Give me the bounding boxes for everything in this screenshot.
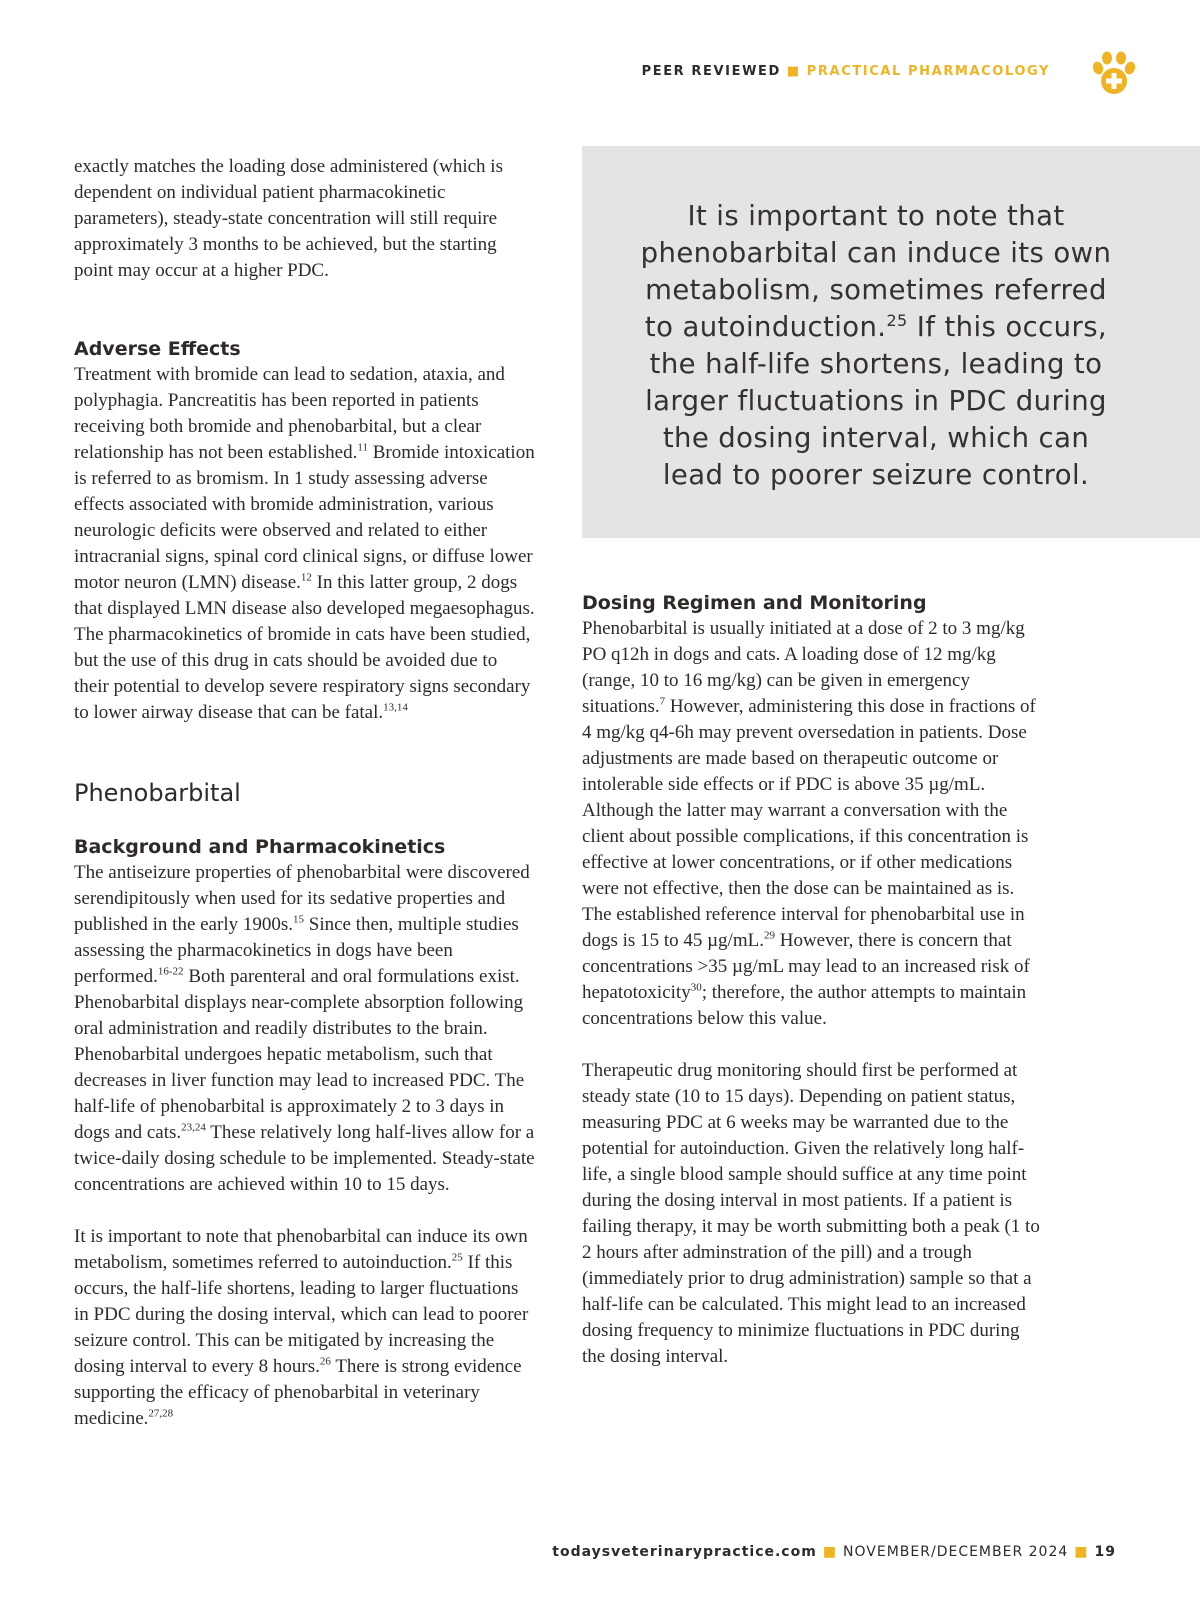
citation: 30	[690, 981, 702, 994]
citation: 7	[659, 695, 666, 708]
running-header	[642, 64, 1050, 79]
adverse-effects-heading: Adverse Effects	[74, 338, 241, 360]
citation: 25	[886, 310, 908, 330]
header-category: PRACTICAL PHARMACOLOGY	[806, 64, 1050, 79]
footer-separator: ■	[822, 1544, 838, 1560]
footer-separator: ■	[1074, 1544, 1089, 1560]
citation: 23,24	[181, 1121, 206, 1134]
adverse-effects-paragraph: Treatment with bromide can lead to sedation, ataxia, and polyphagia. Pancreatitis has been reported in patients receiving both bromide and phenobarbital, but a clear relationship has not been established.$^{11}$ Bromide intoxication is referred to as bromism. In 1 study assessing adverse effects associated with bromide administration, various neurologic deficits were observed and related to either intracranial signs, spinal cord clinical signs, or diffuse lower motor neuron (LMN) disease.$^{12}$ In this latter group, 2 dogs that displayed LMN disease also developed megaesophagus. The pharmacokinetics of bromide in cats have been studied, but the use of this drug in cats should be avoided due to their potential to develop severe respiratory signs secondary to lower airway disease that can be fatal.$^{13,14}$	[74, 364, 535, 723]
left-column	[74, 154, 536, 1432]
dosing-paragraph: Phenobarbital is usually initiated at a dose of 2 to 3 mg/kg PO q12h in dogs and cats. A loading dose of 12 mg/kg (range, 10 to 16 mg/kg) can be given in emergency situations.$^7$ However, administering this dose in fractions of 4 mg/kg q4-6h may prevent oversedation in patients. Dose adjustments are made based on therapeutic outcome or intolerable side effects or if PDC is above 35 µg/mL. Although the latter may warrant a conversation with the client about possible complications, if this concentration is effective at lower concentrations, or if other medications were not effective, then the dose can be maintained as is. The established reference interval for phenobarbital use in dogs is 15 to 45 µg/mL.$^{29}$ However, there is concern that concentrations >35 µg/mL may lead to an increased risk of hepatotoxicity$^{30}$; therefore, the author attempts to maintain concentrations below this value.	[582, 618, 1036, 1029]
right-column	[582, 590, 1042, 1370]
citation: 13,14	[383, 701, 408, 714]
citation: 26	[319, 1355, 331, 1368]
autoinduction-paragraph: It is important to note that phenobarbital can induce its own metabolism, sometimes referred to autoinduction.$^{25}$ If this occurs, the half-life shortens, leading to larger fluctuations in PDC during the dosing interval, which can lead to poorer seizure control. This can be mitigated by increasing the dosing interval to every 8 hours.$^{26}$ There is strong evidence supporting the efficacy of phenobarbital in veterinary medicine.$^{27,28}$	[74, 1226, 529, 1429]
citation: 16-22	[157, 965, 184, 978]
footer-issue: NOVEMBER/DECEMBER 2024	[843, 1544, 1069, 1560]
citation: 29	[763, 929, 775, 942]
dosing-heading: Dosing Regimen and Monitoring	[582, 592, 927, 614]
pull-quote: It is important to note that phenobarbital can induce its own metabolism, sometimes referred to autoinduction.$^{25}$ If this occurs, the half-life shortens, leading to larger fluctuations in PDC during the dosing interval, which can lead to poorer seizure control.	[582, 146, 1200, 538]
citation: 15	[293, 913, 304, 926]
page-number: 19	[1094, 1544, 1116, 1560]
citation: 27,28	[148, 1407, 174, 1420]
monitoring-paragraph: Therapeutic drug monitoring should first be performed at steady state (10 to 15 days). Depending on patient status, measuring PDC at 6 weeks may be warranted due to the potential for autoinduction. Given the relatively long half-life, a single blood sample should suffice at any time point during the dosing interval in most patients. If a patient is failing therapy, it may be worth submitting both a peak (1 to 2 hours after adminstration of the pill) and a trough (immediately prior to drug administration) sample so that a half-life can be calculated. This might lead to an increased dosing frequency to minimize fluctuations in PDC during the dosing interval.	[582, 1060, 1040, 1367]
citation: 12	[300, 571, 312, 584]
paw-plus-icon	[1090, 50, 1138, 98]
phenobarbital-section-title: Phenobarbital	[74, 779, 241, 807]
page-footer	[552, 1544, 1116, 1560]
header-separator: ■	[786, 64, 801, 79]
footer-site: todaysveterinarypractice.com	[552, 1544, 817, 1560]
intro-paragraph: exactly matches the loading dose administered (which is dependent on individual patient pharmacokinetic parameters), steady-state concentration will still require approximately 3 months to be achieved, but the starting point may occur at a higher PDC.	[74, 156, 503, 281]
citation: 11	[357, 441, 368, 454]
citation: 25	[451, 1251, 463, 1264]
background-paragraph: The antiseizure properties of phenobarbital were discovered serendipitously when used for its sedative properties and published in the early 1900s.$^{15}$ Since then, multiple studies assessing the pharmacokinetics in dogs have been performed.$^{16-22}$ Both parenteral and oral formulations exist. Phenobarbital displays near-complete absorption following oral administration and readily distributes to the brain. Phenobarbital undergoes hepatic metabolism, such that decreases in liver function may lead to increased PDC. The half-life of phenobarbital is approximately 2 to 3 days in dogs and cats.$^{23,24}$ These relatively long half-lives allow for a twice-daily dosing schedule to be implemented. Steady-state concentrations are achieved within 10 to 15 days.	[74, 862, 535, 1195]
header-section: PEER REVIEWED	[641, 64, 781, 79]
background-heading: Background and Pharmacokinetics	[74, 836, 446, 858]
